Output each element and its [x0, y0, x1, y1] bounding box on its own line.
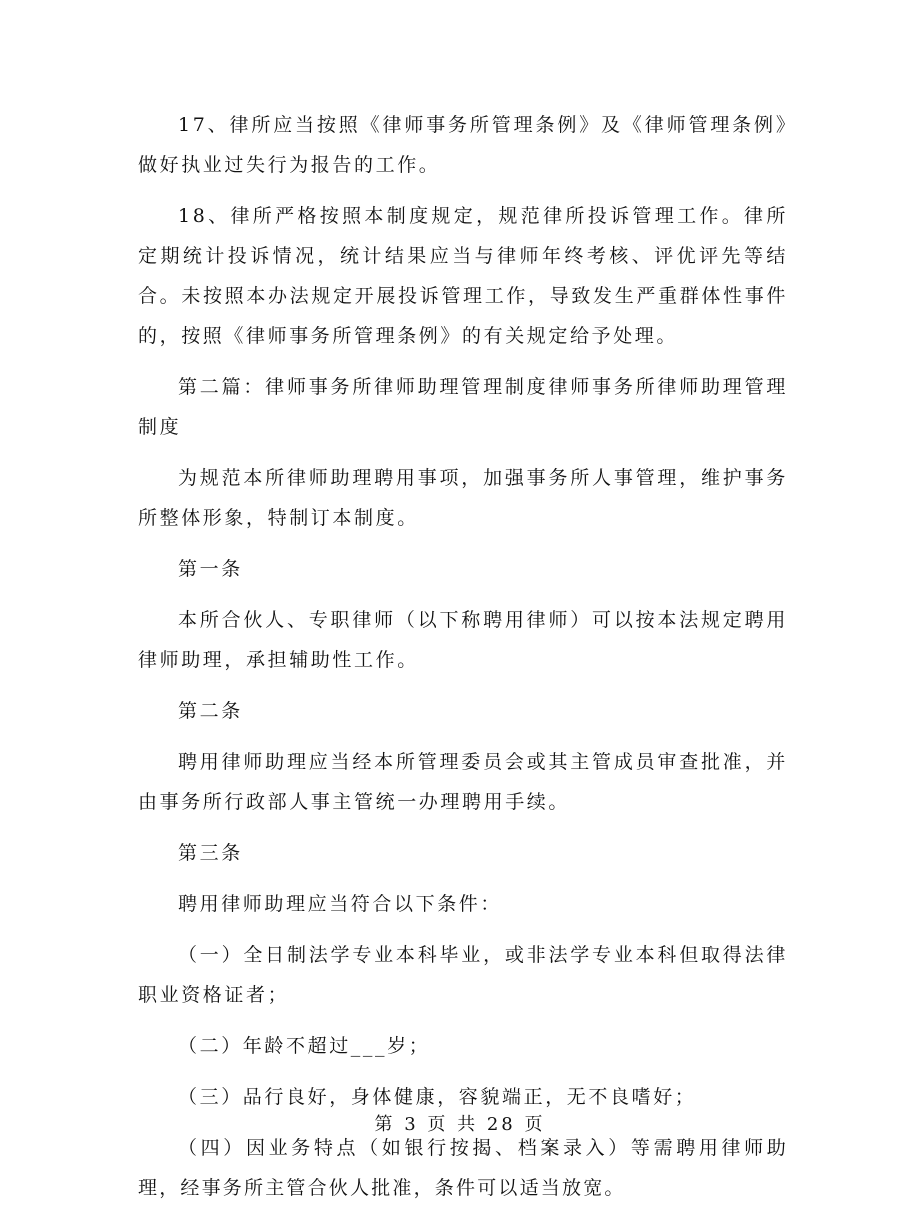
intro-paragraph: 为规范本所律师助理聘用事项，加强事务所人事管理，维护事务所整体形象，特制订本制度。: [138, 467, 788, 529]
condition-3: （三）品行良好，身体健康，容貌端正，无不良嗜好；: [178, 1086, 697, 1108]
document-body: [138, 105, 788, 1219]
paragraph-item-18: 18、律所严格按照本制度规定，规范律所投诉管理工作。律所定期统计投诉情况，统计结果应当与律师年终考核、评优评先等结合。未按照本办法规定开展投诉管理工作，导致发生严重群体性事件的，按照《律师事务所管理条例》的有关规定给予处理。: [138, 205, 788, 347]
condition-1: （一）全日制法学专业本科毕业，或非法学专业本科但取得法律职业资格证者；: [138, 944, 788, 1006]
article-1-heading: 第一条: [178, 558, 243, 580]
page-footer: 第 3 页 共 28 页: [374, 1114, 546, 1135]
article-1-text: 本所合伙人、专职律师（以下称聘用律师）可以按本法规定聘用律师助理，承担辅助性工作。: [138, 609, 788, 671]
condition-2: （二）年龄不超过___岁；: [178, 1035, 431, 1057]
section-heading-part-two: 第二篇：律师事务所律师助理管理制度律师事务所律师助理管理制度: [138, 376, 788, 438]
article-2-heading: 第二条: [178, 700, 243, 722]
article-3-heading: 第三条: [178, 842, 243, 864]
paragraph-item-17: 17、律所应当按照《律师事务所管理条例》及《律师管理条例》做好执业过失行为报告的工作。: [138, 114, 788, 176]
condition-4: （四）因业务特点（如银行按揭、档案录入）等需聘用律师助理，经事务所主管合伙人批准，条件可以适当放宽。: [138, 1137, 788, 1199]
article-3-text: 聘用律师助理应当符合以下条件：: [178, 893, 503, 915]
article-2-text: 聘用律师助理应当经本所管理委员会或其主管成员审查批准，并由事务所行政部人事主管统一办理聘用手续。: [138, 751, 788, 813]
